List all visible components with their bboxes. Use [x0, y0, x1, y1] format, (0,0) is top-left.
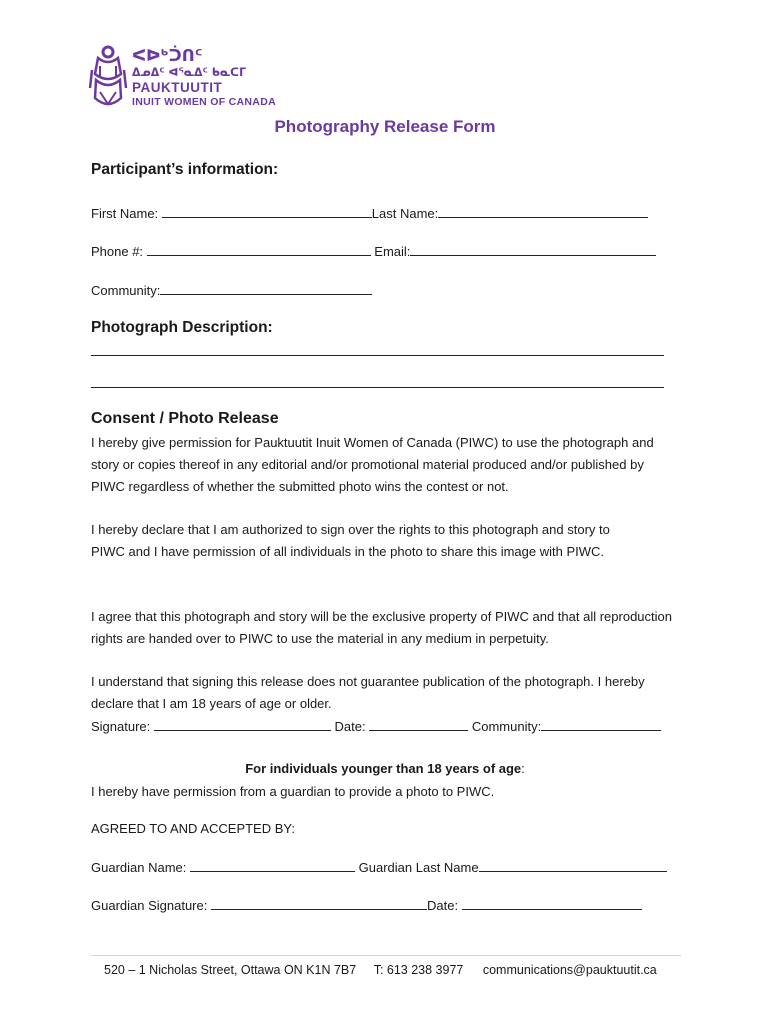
- consent-paragraph-3: I agree that this photograph and story will be the exclusive property of PIWC and that all reproduction rights are handed over to PIWC to use the material in any medium in perpetuity.: [91, 609, 672, 646]
- agreed-text: AGREED TO AND ACCEPTED BY:: [91, 821, 295, 836]
- phone-field[interactable]: [147, 242, 371, 256]
- photo-description-heading: Photograph Description:: [91, 319, 273, 336]
- logo-subtitle: INUIT WOMEN OF CANADA: [132, 96, 276, 108]
- minors-heading-colon: :: [521, 761, 525, 776]
- footer-address: 520 – 1 Nicholas Street, Ottawa ON K1N 7B7: [104, 963, 357, 977]
- guardian-name-row: [91, 858, 667, 877]
- participant-heading: Participant’s information:: [91, 161, 279, 178]
- consent-community-field[interactable]: [541, 717, 661, 731]
- guardian-date-label: Date:: [426, 898, 459, 913]
- first-name-label: First Name:: [91, 206, 159, 221]
- form-title: Photography Release Form: [274, 117, 496, 136]
- email-label: Email:: [374, 244, 411, 259]
- first-name-row: [91, 204, 648, 223]
- minors-heading: [0, 760, 770, 778]
- consent-community-label: Community:: [471, 719, 542, 734]
- guardian-signature-field[interactable]: [211, 896, 427, 910]
- email-field[interactable]: [410, 242, 656, 256]
- guardian-date-field[interactable]: [462, 896, 642, 910]
- footer-phone: T: 613 238 3977: [373, 963, 464, 977]
- footer: [104, 961, 657, 979]
- consent-heading: Consent / Photo Release: [91, 410, 279, 427]
- guardian-permission-text: I hereby have permission from a guardian to provide a photo to PIWC.: [91, 784, 495, 799]
- community-row: [91, 281, 372, 300]
- logo-figure-icon: [88, 44, 128, 114]
- logo-name: PAUKTUUTIT: [132, 80, 223, 95]
- last-name-label: Last Name:: [371, 206, 439, 221]
- minors-heading-text: For individuals younger than 18 years of age: [245, 761, 522, 776]
- consent-paragraph-4: I understand that signing this release does not guarantee publication of the photograph. I hereby declare that I am 18 years of age or older.: [91, 674, 645, 711]
- phone-label: Phone #:: [91, 244, 144, 259]
- photo-description-line-1[interactable]: [91, 355, 664, 356]
- logo-syllabics-top: ᐸᐅᒃᑑᑎᑦ: [132, 46, 203, 65]
- guardian-name-field[interactable]: [190, 858, 355, 872]
- consent-paragraph-2: I hereby declare that I am authorized to sign over the rights to this photograph and story to PIWC and I have permission of all individuals in the photo to share this image with PIWC.: [91, 522, 610, 559]
- signature-label: Signature:: [91, 719, 151, 734]
- signature-field[interactable]: [154, 717, 331, 731]
- phone-row: [91, 242, 656, 261]
- first-name-field[interactable]: [162, 204, 372, 218]
- community-label: Community:: [91, 283, 161, 298]
- logo-syllabics-bottom: ᐃᓄᐃᑦ ᐊᕐᓇᐃᑦ ᑲᓇᑕᒥ: [132, 66, 246, 79]
- guardian-signature-label: Guardian Signature:: [91, 898, 208, 913]
- photo-description-line-2[interactable]: [91, 387, 664, 388]
- date-field[interactable]: [369, 717, 468, 731]
- guardian-name-label: Guardian Name:: [91, 860, 187, 875]
- consent-paragraph-1: I hereby give permission for Pauktuutit Inuit Women of Canada (PIWC) to use the photograph and story or copies thereof in any editorial and/or promotional material produced and/or published by PIWC regardless of whether the submitted photo wins the contest or not.: [91, 435, 654, 494]
- signature-row: [91, 717, 661, 736]
- date-label: Date:: [334, 719, 366, 734]
- guardian-last-name-field[interactable]: [479, 858, 667, 872]
- footer-rule: [91, 955, 681, 956]
- community-field[interactable]: [160, 281, 372, 295]
- logo: [88, 44, 278, 114]
- footer-email[interactable]: communications@pauktuutit.ca: [482, 963, 657, 977]
- guardian-last-name-label: Guardian Last Name: [358, 860, 479, 875]
- last-name-field[interactable]: [438, 204, 648, 218]
- guardian-signature-row: [91, 896, 642, 915]
